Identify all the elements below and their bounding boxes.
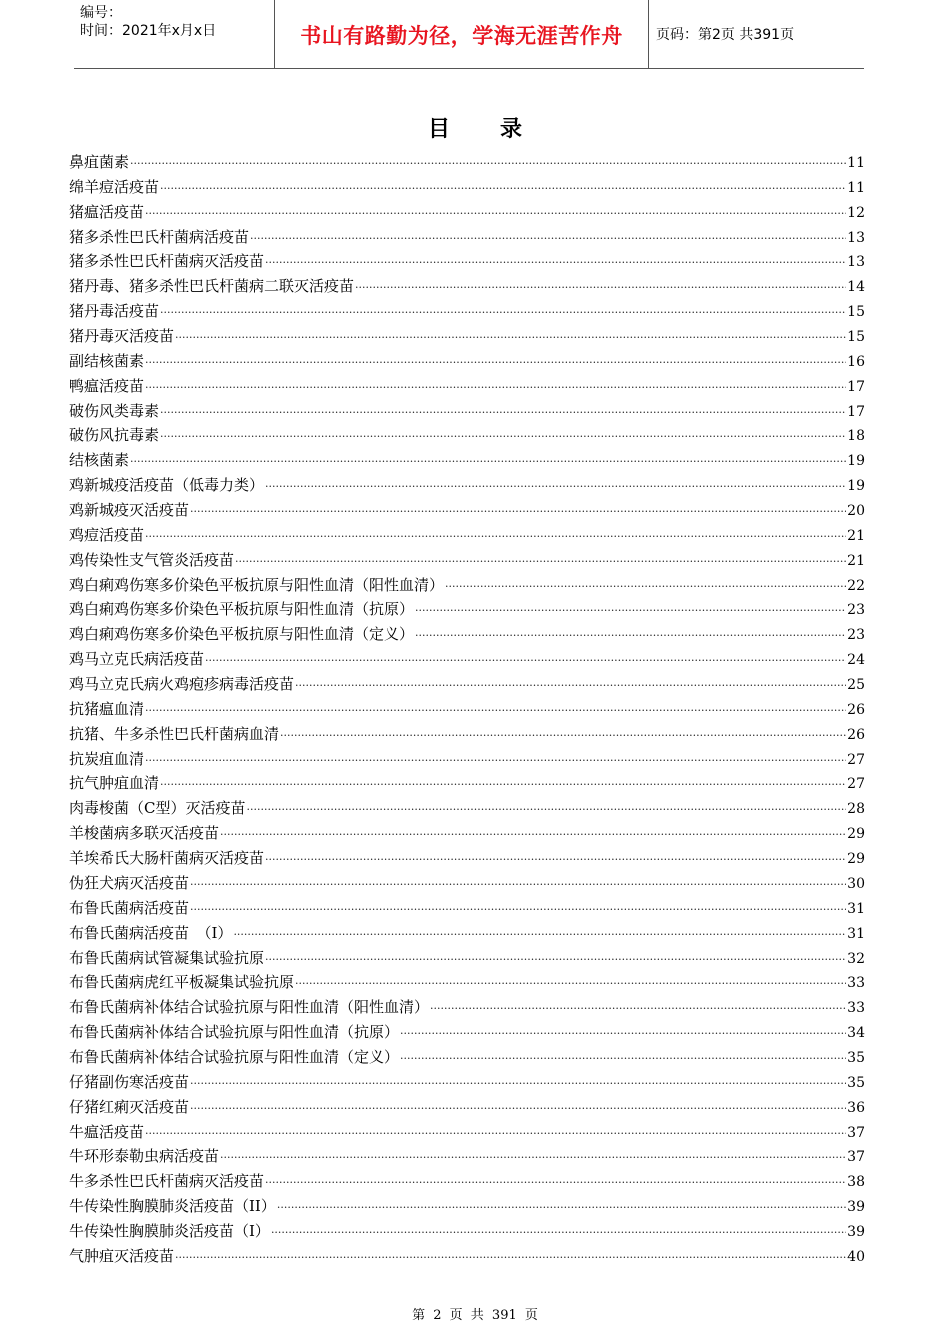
toc-entry-label: 抗气肿疽血清 xyxy=(69,774,160,793)
toc-dot-leader xyxy=(160,175,846,202)
toc-entry-label: 伪狂犬病灭活疫苗 xyxy=(69,873,190,892)
toc-entry-label: 鸡马立克氏病火鸡疱疹病毒活疫苗 xyxy=(69,675,295,694)
toc-entry-label: 猪瘟活疫苗 xyxy=(69,202,145,221)
toc-dot-leader xyxy=(175,324,846,351)
toc-entry-page: 28 xyxy=(847,801,865,818)
toc-entry-label: 猪丹毒灭活疫苗 xyxy=(69,327,175,346)
toc-dot-leader xyxy=(235,548,846,575)
page-title: 目录 xyxy=(427,117,572,142)
toc-entry-page: 17 xyxy=(847,378,865,395)
toc-dot-leader xyxy=(400,1020,846,1047)
toc-entry-label: 牛多杀性巴氏杆菌病灭活疫苗 xyxy=(69,1172,265,1191)
toc-entry-page: 39 xyxy=(847,1199,865,1216)
toc-entry-page: 21 xyxy=(847,552,865,569)
toc-entry-label: 猪丹毒活疫苗 xyxy=(69,302,160,321)
toc-entry[interactable] xyxy=(69,399,865,424)
toc-entry-label: 鸡白痢鸡伤寒多价染色平板抗原与阳性血清（抗原） xyxy=(69,600,415,619)
toc-entry[interactable] xyxy=(69,1194,865,1219)
header-page-info: 页码：第2页 共391页 xyxy=(656,27,795,43)
toc-dot-leader xyxy=(145,1120,846,1147)
toc-entry-page: 19 xyxy=(847,478,865,495)
toc-entry-page: 23 xyxy=(847,602,865,619)
toc-dot-leader xyxy=(271,1219,846,1246)
number-label: 编号： xyxy=(80,5,122,21)
toc-entry[interactable] xyxy=(69,200,865,225)
toc-entry[interactable] xyxy=(69,448,865,473)
toc-entry-label: 牛传染性胸膜肺炎活疫苗（I） xyxy=(69,1221,270,1240)
table-of-contents xyxy=(69,150,865,1269)
toc-dot-leader xyxy=(220,1144,846,1171)
header-motto: 书山有路勤为径，学海无涯苦作舟 xyxy=(300,24,623,48)
toc-entry-page: 11 xyxy=(847,155,865,171)
toc-entry-page: 25 xyxy=(847,677,865,694)
toc-entry-page: 35 xyxy=(847,1074,865,1091)
toc-entry-label: 鼻疽菌素 xyxy=(69,153,130,171)
toc-entry-label: 鸡马立克氏病活疫苗 xyxy=(69,650,205,669)
toc-entry-page: 33 xyxy=(847,975,865,992)
toc-entry[interactable] xyxy=(69,1144,865,1169)
toc-entry-page: 34 xyxy=(847,1025,865,1042)
toc-dot-leader xyxy=(415,622,846,649)
toc-entry[interactable] xyxy=(69,1120,865,1145)
toc-dot-leader xyxy=(233,921,846,948)
toc-dot-leader xyxy=(145,200,846,227)
toc-entry-label: 肉毒梭菌（C型）灭活疫苗 xyxy=(69,799,246,818)
toc-entry-page: 30 xyxy=(847,875,865,892)
toc-entry-label: 副结核菌素 xyxy=(69,351,145,370)
toc-dot-leader xyxy=(190,1070,846,1097)
toc-entry-label: 布鲁氏菌病补体结合试验抗原与阳性血清（定义） xyxy=(69,1047,400,1066)
toc-entry-label: 鸡新城疫活疫苗（低毒力类） xyxy=(69,476,265,495)
page-footer: 第 2 页 共 391 页 xyxy=(412,1308,538,1323)
toc-dot-leader xyxy=(145,374,846,401)
toc-entry-label: 气肿疽灭活疫苗 xyxy=(69,1246,175,1265)
toc-entry[interactable] xyxy=(69,846,865,871)
toc-entry-label: 仔猪红痢灭活疫苗 xyxy=(69,1097,190,1116)
toc-entry-page: 31 xyxy=(847,900,865,917)
toc-entry-label: 布鲁氏菌病补体结合试验抗原与阳性血清（抗原） xyxy=(69,1023,400,1042)
toc-dot-leader xyxy=(265,946,846,973)
toc-dot-leader xyxy=(145,697,846,724)
toc-entry[interactable] xyxy=(69,423,865,448)
toc-entry-label: 鸡白痢鸡伤寒多价染色平板抗原与阳性血清（阳性血清） xyxy=(69,575,445,594)
toc-entry[interactable] xyxy=(69,970,865,995)
toc-dot-leader xyxy=(265,846,846,873)
toc-entry[interactable] xyxy=(69,473,865,498)
toc-dot-leader xyxy=(160,399,846,426)
toc-entry-label: 鸡新城疫灭活疫苗 xyxy=(69,501,190,520)
toc-entry[interactable] xyxy=(69,796,865,821)
toc-entry[interactable] xyxy=(69,622,865,647)
toc-entry[interactable] xyxy=(69,1070,865,1095)
toc-entry-page: 26 xyxy=(847,726,865,743)
toc-entry-page: 13 xyxy=(847,254,865,271)
toc-entry-page: 37 xyxy=(847,1149,865,1166)
toc-entry[interactable] xyxy=(69,349,865,374)
toc-dot-leader xyxy=(250,225,846,252)
toc-entry-page: 27 xyxy=(847,751,865,768)
toc-dot-leader xyxy=(246,796,846,823)
toc-entry-page: 12 xyxy=(847,204,865,221)
toc-entry-label: 抗炭疽血清 xyxy=(69,749,145,768)
toc-entry-label: 抗猪、牛多杀性巴氏杆菌病血清 xyxy=(69,724,280,743)
toc-entry-page: 31 xyxy=(847,925,865,942)
toc-dot-leader xyxy=(130,448,846,475)
toc-entry[interactable] xyxy=(69,374,865,399)
toc-entry-label: 猪多杀性巴氏杆菌病活疫苗 xyxy=(69,227,250,246)
toc-entry-label: 布鲁氏菌病活疫苗 xyxy=(69,898,190,917)
toc-entry-label: 猪丹毒、猪多杀性巴氏杆菌病二联灭活疫苗 xyxy=(69,277,355,296)
toc-entry-page: 16 xyxy=(847,353,865,370)
toc-dot-leader xyxy=(265,249,846,276)
toc-entry[interactable] xyxy=(69,1169,865,1194)
toc-dot-leader xyxy=(190,1095,846,1122)
toc-entry[interactable] xyxy=(69,871,865,896)
toc-dot-leader xyxy=(415,597,846,624)
toc-entry-page: 27 xyxy=(847,776,865,793)
toc-entry[interactable] xyxy=(69,1020,865,1045)
toc-entry-page: 14 xyxy=(847,279,865,296)
toc-dot-leader xyxy=(160,771,846,798)
toc-dot-leader xyxy=(265,473,846,500)
toc-entry-label: 牛传染性胸膜肺炎活疫苗（II） xyxy=(69,1197,276,1216)
toc-entry-label: 鸭瘟活疫苗 xyxy=(69,376,145,395)
toc-entry[interactable] xyxy=(69,1095,865,1120)
toc-dot-leader xyxy=(175,1244,846,1271)
toc-entry[interactable] xyxy=(69,573,865,598)
toc-entry[interactable] xyxy=(69,921,865,946)
toc-entry-page: 24 xyxy=(847,652,865,669)
toc-entry[interactable] xyxy=(69,697,865,722)
toc-entry-label: 鸡痘活疫苗 xyxy=(69,525,145,544)
toc-entry-page: 18 xyxy=(847,428,865,445)
toc-dot-leader xyxy=(277,1194,846,1221)
toc-entry-label: 鸡白痢鸡伤寒多价染色平板抗原与阳性血清（定义） xyxy=(69,625,415,644)
toc-entry[interactable] xyxy=(69,1244,865,1269)
toc-entry-label: 绵羊痘活疫苗 xyxy=(69,177,160,196)
toc-dot-leader xyxy=(295,970,846,997)
toc-dot-leader xyxy=(295,672,846,699)
toc-dot-leader xyxy=(145,747,846,774)
header-meta xyxy=(80,4,216,40)
toc-entry-label: 牛环形泰勒虫病活疫苗 xyxy=(69,1147,220,1166)
toc-dot-leader xyxy=(265,1169,846,1196)
toc-dot-leader xyxy=(145,523,846,550)
toc-dot-leader xyxy=(130,150,846,177)
toc-entry[interactable] xyxy=(69,249,865,274)
toc-entry-page: 35 xyxy=(847,1049,865,1066)
toc-entry[interactable] xyxy=(69,821,865,846)
toc-entry-label: 结核菌素 xyxy=(69,451,130,470)
page-header xyxy=(74,0,864,69)
toc-dot-leader xyxy=(190,498,846,525)
toc-entry-page: 29 xyxy=(847,826,865,843)
toc-entry-page: 40 xyxy=(847,1248,865,1265)
toc-entry-label: 羊埃希氏大肠杆菌病灭活疫苗 xyxy=(69,849,265,868)
toc-entry-page: 17 xyxy=(847,403,865,420)
toc-entry-page: 15 xyxy=(847,329,865,346)
toc-entry[interactable] xyxy=(69,548,865,573)
toc-entry[interactable] xyxy=(69,324,865,349)
toc-entry-label: 仔猪副伤寒活疫苗 xyxy=(69,1072,190,1091)
toc-entry-page: 39 xyxy=(847,1223,865,1240)
toc-entry[interactable] xyxy=(69,672,865,697)
toc-dot-leader xyxy=(205,647,846,674)
toc-entry-page: 15 xyxy=(847,304,865,321)
toc-entry-page: 22 xyxy=(847,577,865,594)
toc-entry[interactable] xyxy=(69,523,865,548)
toc-entry-label: 牛瘟活疫苗 xyxy=(69,1122,145,1141)
toc-entry-label: 羊梭菌病多联灭活疫苗 xyxy=(69,824,220,843)
toc-entry[interactable] xyxy=(69,150,865,175)
toc-dot-leader xyxy=(220,821,846,848)
toc-dot-leader xyxy=(190,871,846,898)
toc-entry[interactable] xyxy=(69,896,865,921)
toc-dot-leader xyxy=(160,423,846,450)
header-divider xyxy=(648,0,649,68)
toc-entry-page: 20 xyxy=(847,503,865,520)
toc-entry-page: 33 xyxy=(847,1000,865,1017)
toc-entry-page: 29 xyxy=(847,851,865,868)
toc-entry[interactable] xyxy=(69,225,865,250)
toc-entry[interactable] xyxy=(69,946,865,971)
toc-entry-label: 布鲁氏菌病试管凝集试验抗原 xyxy=(69,948,265,967)
toc-entry-label: 破伤风类毒素 xyxy=(69,401,160,420)
toc-entry-page: 19 xyxy=(847,453,865,470)
toc-entry-label: 布鲁氏菌病补体结合试验抗原与阳性血清（阳性血清） xyxy=(69,998,430,1017)
time-label: 时间：2021年x月x日 xyxy=(80,23,217,39)
toc-entry-label: 布鲁氏菌病虎红平板凝集试验抗原 xyxy=(69,973,295,992)
toc-entry[interactable] xyxy=(69,771,865,796)
toc-entry-page: 32 xyxy=(847,950,865,967)
toc-entry-page: 26 xyxy=(847,701,865,718)
toc-entry[interactable] xyxy=(69,597,865,622)
toc-entry[interactable] xyxy=(69,299,865,324)
toc-entry-page: 23 xyxy=(847,627,865,644)
toc-entry-page: 36 xyxy=(847,1099,865,1116)
toc-entry-page: 11 xyxy=(847,179,865,196)
toc-entry[interactable] xyxy=(69,1045,865,1070)
toc-entry[interactable] xyxy=(69,1219,865,1244)
toc-entry-label: 鸡传染性支气管炎活疫苗 xyxy=(69,550,235,569)
toc-entry-page: 21 xyxy=(847,527,865,544)
toc-entry-page: 13 xyxy=(847,229,865,246)
toc-dot-leader xyxy=(145,349,846,376)
toc-entry[interactable] xyxy=(69,747,865,772)
toc-entry[interactable] xyxy=(69,995,865,1020)
toc-entry[interactable] xyxy=(69,175,865,200)
toc-entry-label: 破伤风抗毒素 xyxy=(69,426,160,445)
toc-dot-leader xyxy=(280,722,846,749)
toc-entry[interactable] xyxy=(69,647,865,672)
toc-entry[interactable] xyxy=(69,498,865,523)
toc-dot-leader xyxy=(430,995,846,1022)
toc-entry[interactable] xyxy=(69,274,865,299)
toc-entry-page: 37 xyxy=(847,1124,865,1141)
toc-dot-leader xyxy=(445,573,846,600)
toc-entry-page: 38 xyxy=(847,1174,865,1191)
toc-dot-leader xyxy=(400,1045,846,1072)
toc-dot-leader xyxy=(160,299,846,326)
toc-entry-label: 抗猪瘟血清 xyxy=(69,699,145,718)
toc-dot-leader xyxy=(190,896,846,923)
toc-entry-label: 布鲁氏菌病活疫苗 （I） xyxy=(69,923,233,942)
toc-entry-label: 猪多杀性巴氏杆菌病灭活疫苗 xyxy=(69,252,265,271)
toc-dot-leader xyxy=(355,274,846,301)
toc-entry[interactable] xyxy=(69,722,865,747)
